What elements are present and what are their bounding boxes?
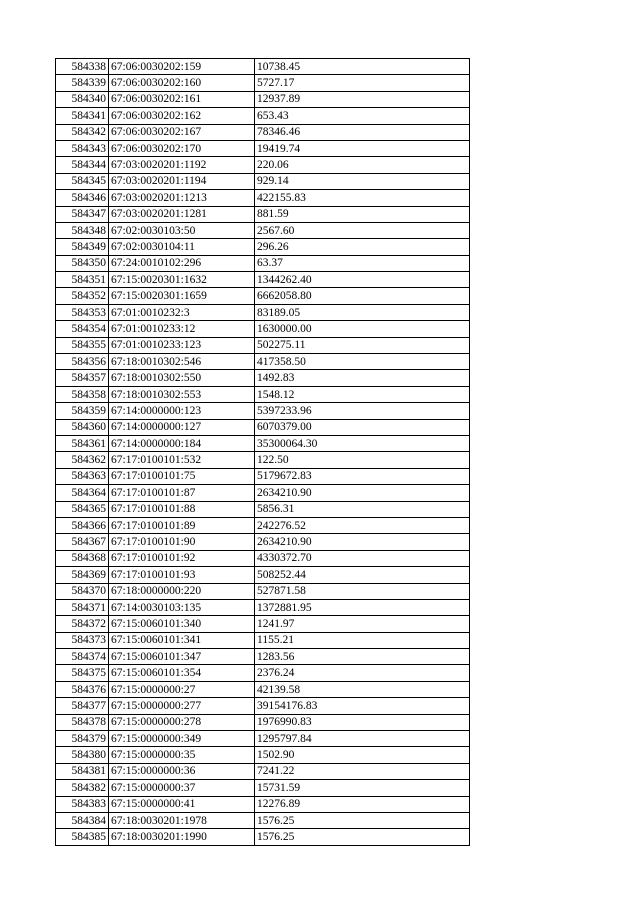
table-row <box>56 763 470 779</box>
cadastral-number-cell: 67:15:0060101:347 <box>109 649 255 665</box>
cadastral-number-cell: 67:06:0030202:159 <box>109 59 255 75</box>
row-number-cell: 584379 <box>56 731 109 747</box>
table-row <box>56 599 470 615</box>
value-cell: 78346.46 <box>255 124 470 140</box>
row-number-cell: 584369 <box>56 567 109 583</box>
row-number-cell: 584360 <box>56 419 109 435</box>
table-row <box>56 649 470 665</box>
cadastral-number-cell: 67:17:0100101:532 <box>109 452 255 468</box>
value-cell: 1372881.95 <box>255 599 470 615</box>
row-number-cell: 584381 <box>56 763 109 779</box>
cadastral-number-cell: 67:15:0060101:341 <box>109 632 255 648</box>
row-number-cell: 584366 <box>56 517 109 533</box>
row-number-cell: 584382 <box>56 780 109 796</box>
table-row <box>56 173 470 189</box>
value-cell: 2567.60 <box>255 222 470 238</box>
value-cell: 1576.25 <box>255 812 470 828</box>
row-number-cell: 584350 <box>56 255 109 271</box>
row-number-cell: 584372 <box>56 616 109 632</box>
value-cell: 929.14 <box>255 173 470 189</box>
cadastral-number-cell: 67:17:0100101:89 <box>109 517 255 533</box>
table-row <box>56 665 470 681</box>
table-row <box>56 124 470 140</box>
row-number-cell: 584384 <box>56 812 109 828</box>
table-row <box>56 288 470 304</box>
value-cell: 42139.58 <box>255 681 470 697</box>
cadastral-value-table <box>55 58 470 846</box>
table-row <box>56 239 470 255</box>
table-row <box>56 337 470 353</box>
cadastral-number-cell: 67:17:0100101:90 <box>109 534 255 550</box>
value-cell: 296.26 <box>255 239 470 255</box>
table-row <box>56 485 470 501</box>
table-row <box>56 632 470 648</box>
row-number-cell: 584349 <box>56 239 109 255</box>
cadastral-number-cell: 67:14:0000000:123 <box>109 403 255 419</box>
row-number-cell: 584355 <box>56 337 109 353</box>
value-cell: 83189.05 <box>255 304 470 320</box>
table-row <box>56 140 470 156</box>
row-number-cell: 584354 <box>56 321 109 337</box>
row-number-cell: 584374 <box>56 649 109 665</box>
value-cell: 1295797.84 <box>255 731 470 747</box>
row-number-cell: 584348 <box>56 222 109 238</box>
cadastral-number-cell: 67:15:0060101:354 <box>109 665 255 681</box>
value-cell: 10738.45 <box>255 59 470 75</box>
table-row <box>56 747 470 763</box>
table-row <box>56 780 470 796</box>
value-cell: 422155.83 <box>255 190 470 206</box>
cadastral-number-cell: 67:02:0030103:50 <box>109 222 255 238</box>
row-number-cell: 584352 <box>56 288 109 304</box>
table-row <box>56 534 470 550</box>
value-cell: 39154176.83 <box>255 698 470 714</box>
cadastral-number-cell: 67:15:0000000:37 <box>109 780 255 796</box>
row-number-cell: 584371 <box>56 599 109 615</box>
row-number-cell: 584341 <box>56 108 109 124</box>
value-cell: 881.59 <box>255 206 470 222</box>
value-cell: 6070379.00 <box>255 419 470 435</box>
row-number-cell: 584340 <box>56 91 109 107</box>
value-cell: 1344262.40 <box>255 272 470 288</box>
value-cell: 417358.50 <box>255 354 470 370</box>
row-number-cell: 584345 <box>56 173 109 189</box>
row-number-cell: 584351 <box>56 272 109 288</box>
table-row <box>56 370 470 386</box>
row-number-cell: 584353 <box>56 304 109 320</box>
cadastral-number-cell: 67:18:0010302:550 <box>109 370 255 386</box>
value-cell: 508252.44 <box>255 567 470 583</box>
value-cell: 1283.56 <box>255 649 470 665</box>
table-row <box>56 75 470 91</box>
row-number-cell: 584385 <box>56 829 109 845</box>
value-cell: 1548.12 <box>255 386 470 402</box>
value-cell: 1976990.83 <box>255 714 470 730</box>
cadastral-number-cell: 67:15:0000000:35 <box>109 747 255 763</box>
table-row <box>56 567 470 583</box>
table-row <box>56 354 470 370</box>
row-number-cell: 584357 <box>56 370 109 386</box>
table-row <box>56 517 470 533</box>
table-row <box>56 550 470 566</box>
cadastral-number-cell: 67:06:0030202:170 <box>109 140 255 156</box>
cadastral-number-cell: 67:01:0010233:123 <box>109 337 255 353</box>
table-row <box>56 403 470 419</box>
cadastral-number-cell: 67:15:0020301:1659 <box>109 288 255 304</box>
row-number-cell: 584376 <box>56 681 109 697</box>
cadastral-number-cell: 67:03:0020201:1192 <box>109 157 255 173</box>
row-number-cell: 584380 <box>56 747 109 763</box>
row-number-cell: 584378 <box>56 714 109 730</box>
row-number-cell: 584364 <box>56 485 109 501</box>
row-number-cell: 584368 <box>56 550 109 566</box>
value-cell: 122.50 <box>255 452 470 468</box>
row-number-cell: 584362 <box>56 452 109 468</box>
table-row <box>56 272 470 288</box>
table-row <box>56 321 470 337</box>
table-row <box>56 304 470 320</box>
row-number-cell: 584347 <box>56 206 109 222</box>
value-cell: 19419.74 <box>255 140 470 156</box>
cadastral-number-cell: 67:15:0000000:278 <box>109 714 255 730</box>
table-row <box>56 698 470 714</box>
table-row <box>56 616 470 632</box>
row-number-cell: 584383 <box>56 796 109 812</box>
cadastral-number-cell: 67:15:0020301:1632 <box>109 272 255 288</box>
cadastral-number-cell: 67:17:0100101:88 <box>109 501 255 517</box>
row-number-cell: 584359 <box>56 403 109 419</box>
value-cell: 2634210.90 <box>255 485 470 501</box>
cadastral-number-cell: 67:14:0030103:135 <box>109 599 255 615</box>
cadastral-number-cell: 67:15:0000000:41 <box>109 796 255 812</box>
cadastral-number-cell: 67:03:0020201:1213 <box>109 190 255 206</box>
table-row <box>56 812 470 828</box>
table-row <box>56 435 470 451</box>
value-cell: 35300064.30 <box>255 435 470 451</box>
cadastral-number-cell: 67:15:0000000:349 <box>109 731 255 747</box>
table-row <box>56 731 470 747</box>
row-number-cell: 584373 <box>56 632 109 648</box>
cadastral-number-cell: 67:18:0000000:220 <box>109 583 255 599</box>
table-row <box>56 108 470 124</box>
cadastral-number-cell: 67:15:0060101:340 <box>109 616 255 632</box>
row-number-cell: 584339 <box>56 75 109 91</box>
row-number-cell: 584358 <box>56 386 109 402</box>
row-number-cell: 584377 <box>56 698 109 714</box>
table-row <box>56 59 470 75</box>
table-row <box>56 190 470 206</box>
cadastral-number-cell: 67:18:0010302:546 <box>109 354 255 370</box>
table-row <box>56 583 470 599</box>
value-cell: 242276.52 <box>255 517 470 533</box>
value-cell: 4330372.70 <box>255 550 470 566</box>
cadastral-number-cell: 67:03:0020201:1194 <box>109 173 255 189</box>
cadastral-number-cell: 67:06:0030202:162 <box>109 108 255 124</box>
row-number-cell: 584342 <box>56 124 109 140</box>
row-number-cell: 584343 <box>56 140 109 156</box>
value-cell: 1502.90 <box>255 747 470 763</box>
value-cell: 2634210.90 <box>255 534 470 550</box>
cadastral-number-cell: 67:18:0030201:1978 <box>109 812 255 828</box>
value-cell: 6662058.80 <box>255 288 470 304</box>
cadastral-number-cell: 67:15:0000000:36 <box>109 763 255 779</box>
cadastral-number-cell: 67:17:0100101:75 <box>109 468 255 484</box>
cadastral-number-cell: 67:24:0010102:296 <box>109 255 255 271</box>
value-cell: 5727.17 <box>255 75 470 91</box>
cadastral-number-cell: 67:01:0010233:12 <box>109 321 255 337</box>
row-number-cell: 584365 <box>56 501 109 517</box>
cadastral-number-cell: 67:15:0000000:277 <box>109 698 255 714</box>
row-number-cell: 584363 <box>56 468 109 484</box>
table-row <box>56 386 470 402</box>
cadastral-number-cell: 67:03:0020201:1281 <box>109 206 255 222</box>
table-row <box>56 255 470 271</box>
cadastral-number-cell: 67:14:0000000:127 <box>109 419 255 435</box>
table-row <box>56 796 470 812</box>
cadastral-number-cell: 67:18:0030201:1990 <box>109 829 255 845</box>
table-row <box>56 91 470 107</box>
cadastral-number-cell: 67:06:0030202:161 <box>109 91 255 107</box>
value-cell: 5179672.83 <box>255 468 470 484</box>
value-cell: 502275.11 <box>255 337 470 353</box>
table-row <box>56 501 470 517</box>
value-cell: 2376.24 <box>255 665 470 681</box>
row-number-cell: 584361 <box>56 435 109 451</box>
table-body <box>56 59 470 846</box>
table-row <box>56 419 470 435</box>
value-cell: 1492.83 <box>255 370 470 386</box>
table-row <box>56 829 470 845</box>
row-number-cell: 584375 <box>56 665 109 681</box>
row-number-cell: 584344 <box>56 157 109 173</box>
cadastral-number-cell: 67:17:0100101:93 <box>109 567 255 583</box>
table-row <box>56 157 470 173</box>
value-cell: 527871.58 <box>255 583 470 599</box>
cadastral-number-cell: 67:06:0030202:167 <box>109 124 255 140</box>
cadastral-number-cell: 67:01:0010232:3 <box>109 304 255 320</box>
value-cell: 1155.21 <box>255 632 470 648</box>
value-cell: 63.37 <box>255 255 470 271</box>
value-cell: 12937.89 <box>255 91 470 107</box>
cadastral-number-cell: 67:14:0000000:184 <box>109 435 255 451</box>
value-cell: 15731.59 <box>255 780 470 796</box>
table-row <box>56 681 470 697</box>
table-row <box>56 206 470 222</box>
value-cell: 220.06 <box>255 157 470 173</box>
cadastral-number-cell: 67:18:0010302:553 <box>109 386 255 402</box>
cadastral-number-cell: 67:06:0030202:160 <box>109 75 255 91</box>
table-row <box>56 468 470 484</box>
row-number-cell: 584367 <box>56 534 109 550</box>
value-cell: 5397233.96 <box>255 403 470 419</box>
value-cell: 12276.89 <box>255 796 470 812</box>
value-cell: 1241.97 <box>255 616 470 632</box>
row-number-cell: 584356 <box>56 354 109 370</box>
cadastral-number-cell: 67:15:0000000:27 <box>109 681 255 697</box>
row-number-cell: 584338 <box>56 59 109 75</box>
cadastral-number-cell: 67:17:0100101:92 <box>109 550 255 566</box>
table-row <box>56 714 470 730</box>
value-cell: 1630000.00 <box>255 321 470 337</box>
value-cell: 1576.25 <box>255 829 470 845</box>
value-cell: 5856.31 <box>255 501 470 517</box>
value-cell: 653.43 <box>255 108 470 124</box>
row-number-cell: 584346 <box>56 190 109 206</box>
cadastral-number-cell: 67:17:0100101:87 <box>109 485 255 501</box>
value-cell: 7241.22 <box>255 763 470 779</box>
row-number-cell: 584370 <box>56 583 109 599</box>
table-row <box>56 222 470 238</box>
cadastral-number-cell: 67:02:0030104:11 <box>109 239 255 255</box>
table-row <box>56 452 470 468</box>
